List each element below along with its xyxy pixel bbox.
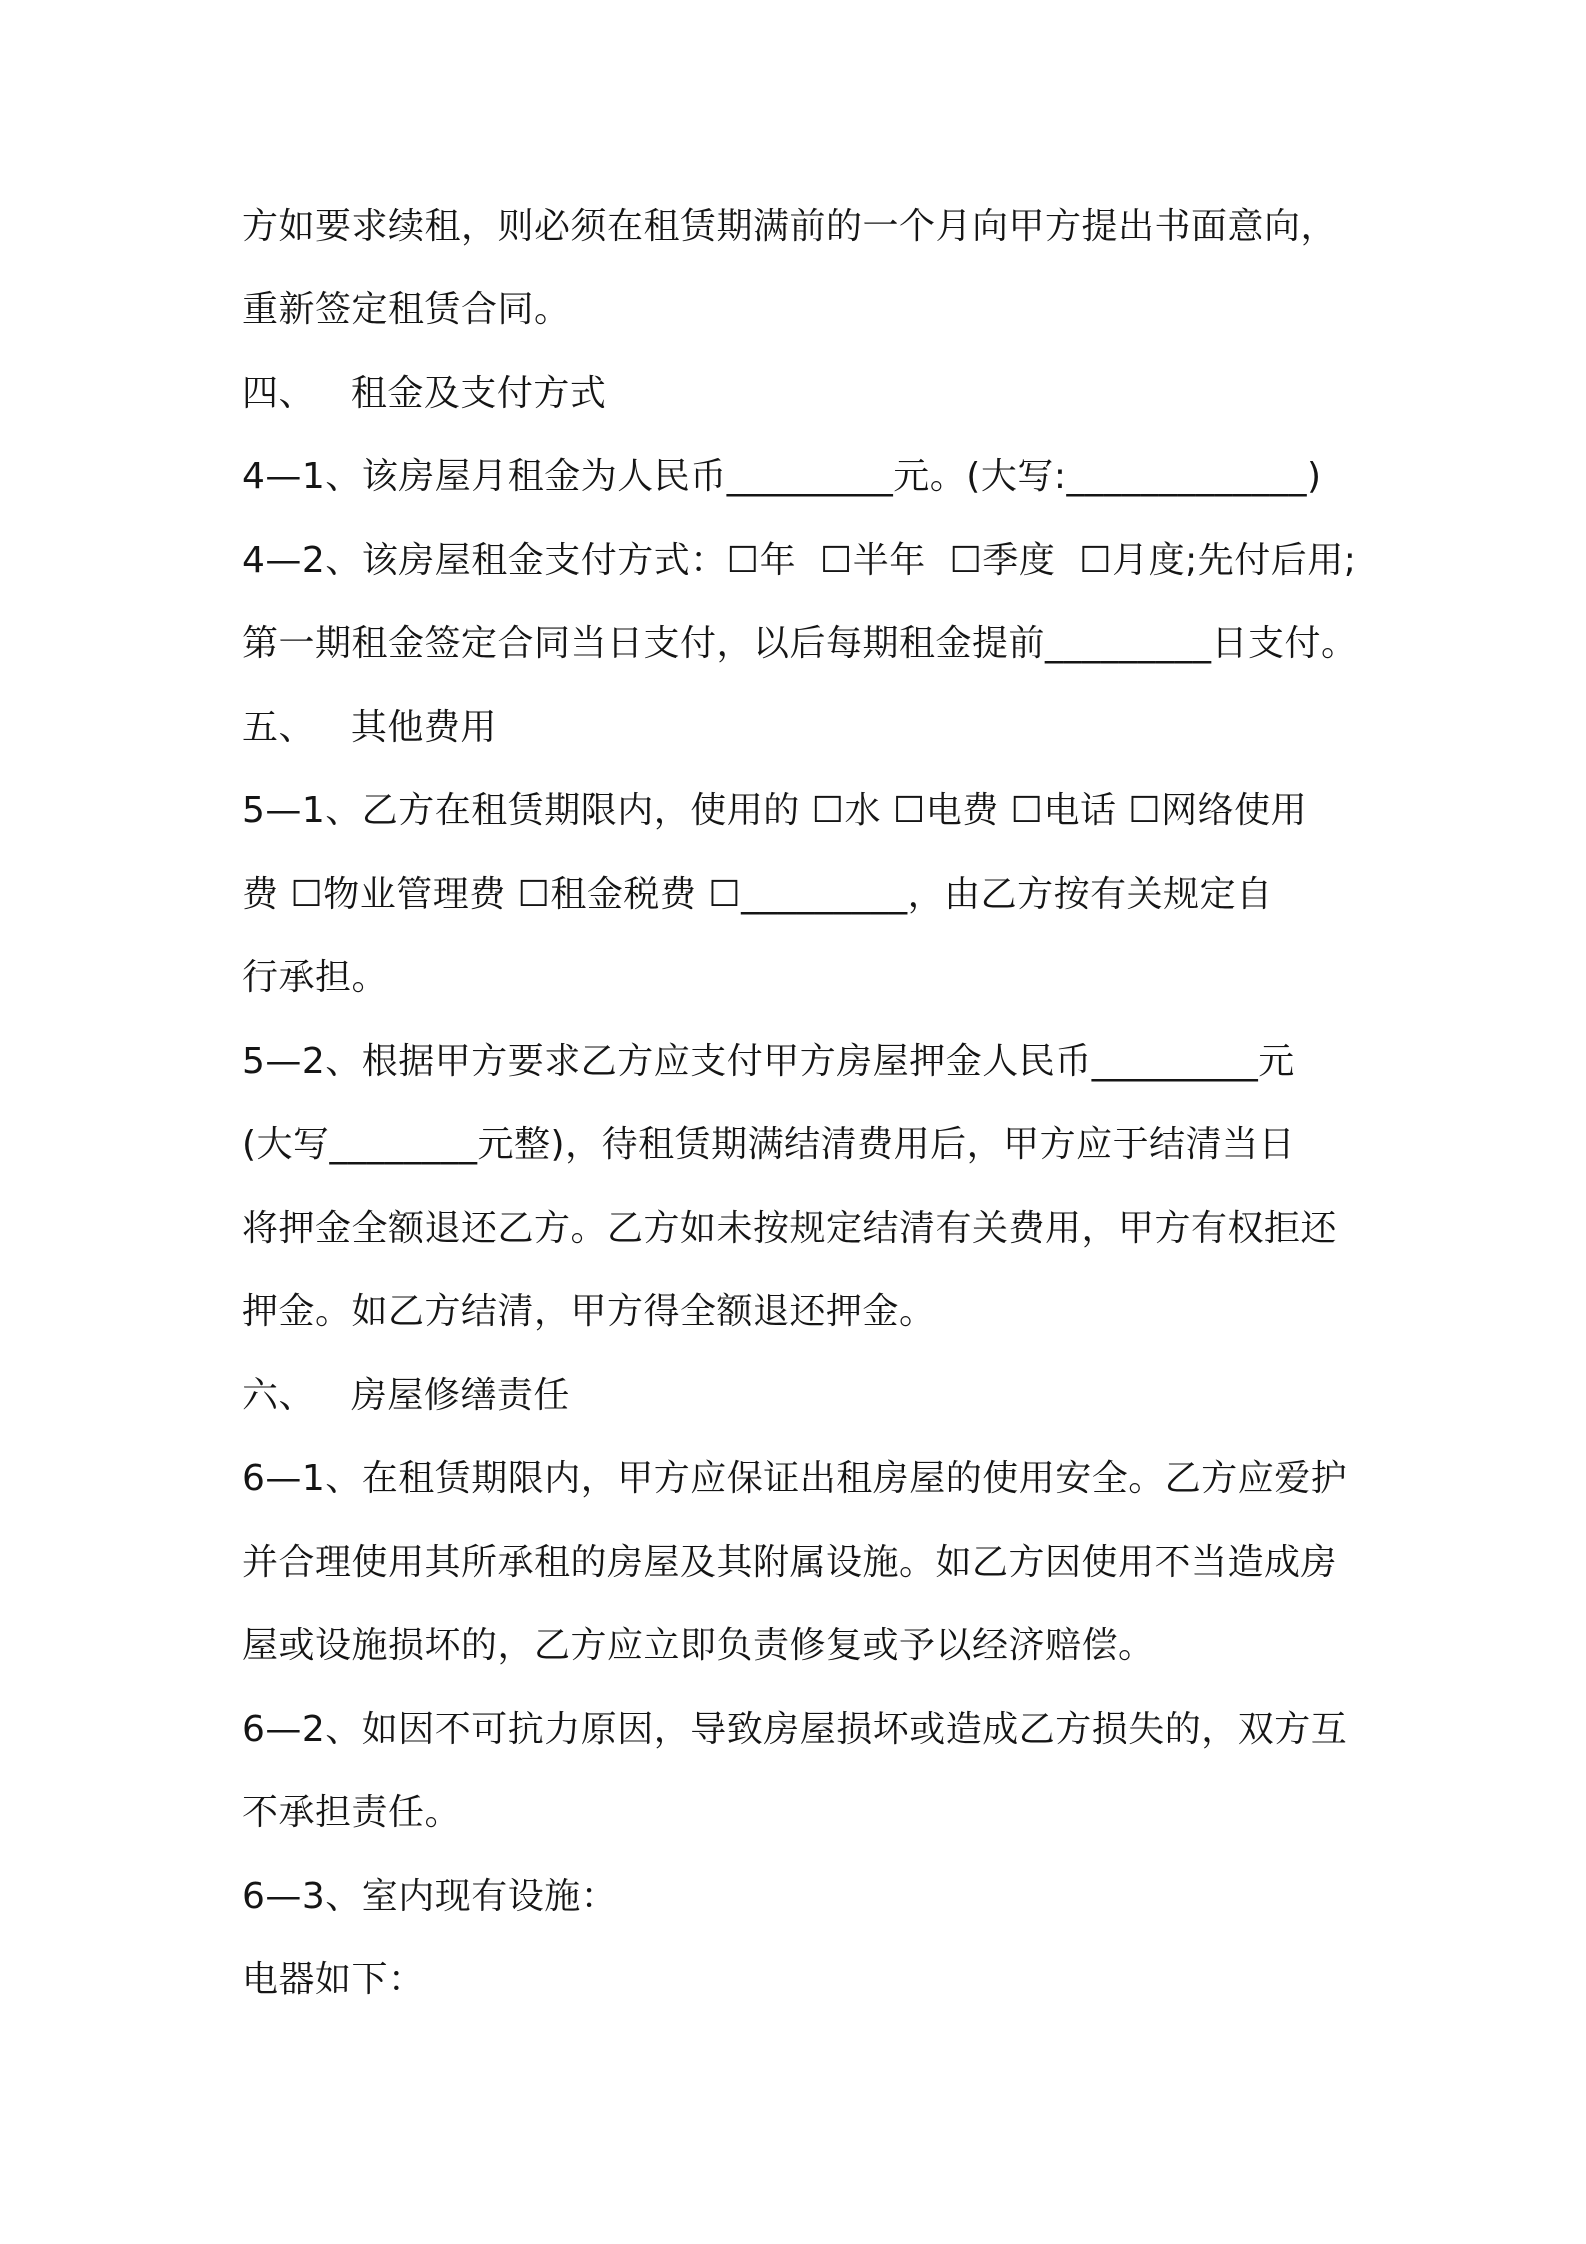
paragraph-line: 4—1、该房屋月租金为人民币_________元。(大写:_____________) bbox=[242, 456, 1322, 497]
section-heading: 五、 其他费用 bbox=[242, 707, 497, 748]
paragraph-line: 6—1、在租赁期限内，甲方应保证出租房屋的使用安全。乙方应爱护 bbox=[242, 1458, 1348, 1499]
paragraph-line: 6—2、如因不可抗力原因，导致房屋损坏或造成乙方损失的，双方互 bbox=[242, 1709, 1348, 1750]
paragraph-line: 重新签定租赁合同。 bbox=[242, 289, 571, 330]
paragraph-line: 不承担责任。 bbox=[242, 1792, 462, 1833]
paragraph-line: 电器如下： bbox=[242, 1959, 425, 2000]
paragraph-line: 行承担。 bbox=[242, 957, 389, 998]
paragraph-line: 将押金全额退还乙方。乙方如未按规定结清有关费用，甲方有权拒还 bbox=[242, 1208, 1338, 1249]
paragraph-line: 5—1、乙方在租赁期限内，使用的 ☐水 ☐电费 ☐电话 ☐网络使用 bbox=[242, 790, 1308, 831]
paragraph-line: 4—2、该房屋租金支付方式：☐年 ☐半年 ☐季度 ☐月度;先付后用; bbox=[242, 540, 1357, 581]
paragraph-line: 费 ☐物业管理费 ☐租金税费 ☐_________，由乙方按有关规定自 bbox=[242, 874, 1273, 915]
paragraph-line: 方如要求续租，则必须在租赁期满前的一个月向甲方提出书面意向， bbox=[242, 206, 1338, 247]
paragraph-line: 屋或设施损坏的，乙方应立即负责修复或予以经济赔偿。 bbox=[242, 1625, 1155, 1666]
paragraph-line: 押金。如乙方结清，甲方得全额退还押金。 bbox=[242, 1291, 936, 1332]
paragraph-line: (大写________元整)，待租赁期满结清费用后，甲方应于结清当日 bbox=[242, 1124, 1296, 1165]
paragraph-line: 6—3、室内现有设施： bbox=[242, 1876, 618, 1917]
section-heading: 四、 租金及支付方式 bbox=[242, 373, 607, 414]
paragraph-line: 5—2、根据甲方要求乙方应支付甲方房屋押金人民币_________元 bbox=[242, 1041, 1295, 1082]
paragraph-line: 第一期租金签定合同当日支付，以后每期租金提前_________日支付。 bbox=[242, 623, 1358, 664]
section-heading: 六、 房屋修缮责任 bbox=[242, 1375, 570, 1416]
paragraph-line: 并合理使用其所承租的房屋及其附属设施。如乙方因使用不当造成房 bbox=[242, 1542, 1338, 1583]
